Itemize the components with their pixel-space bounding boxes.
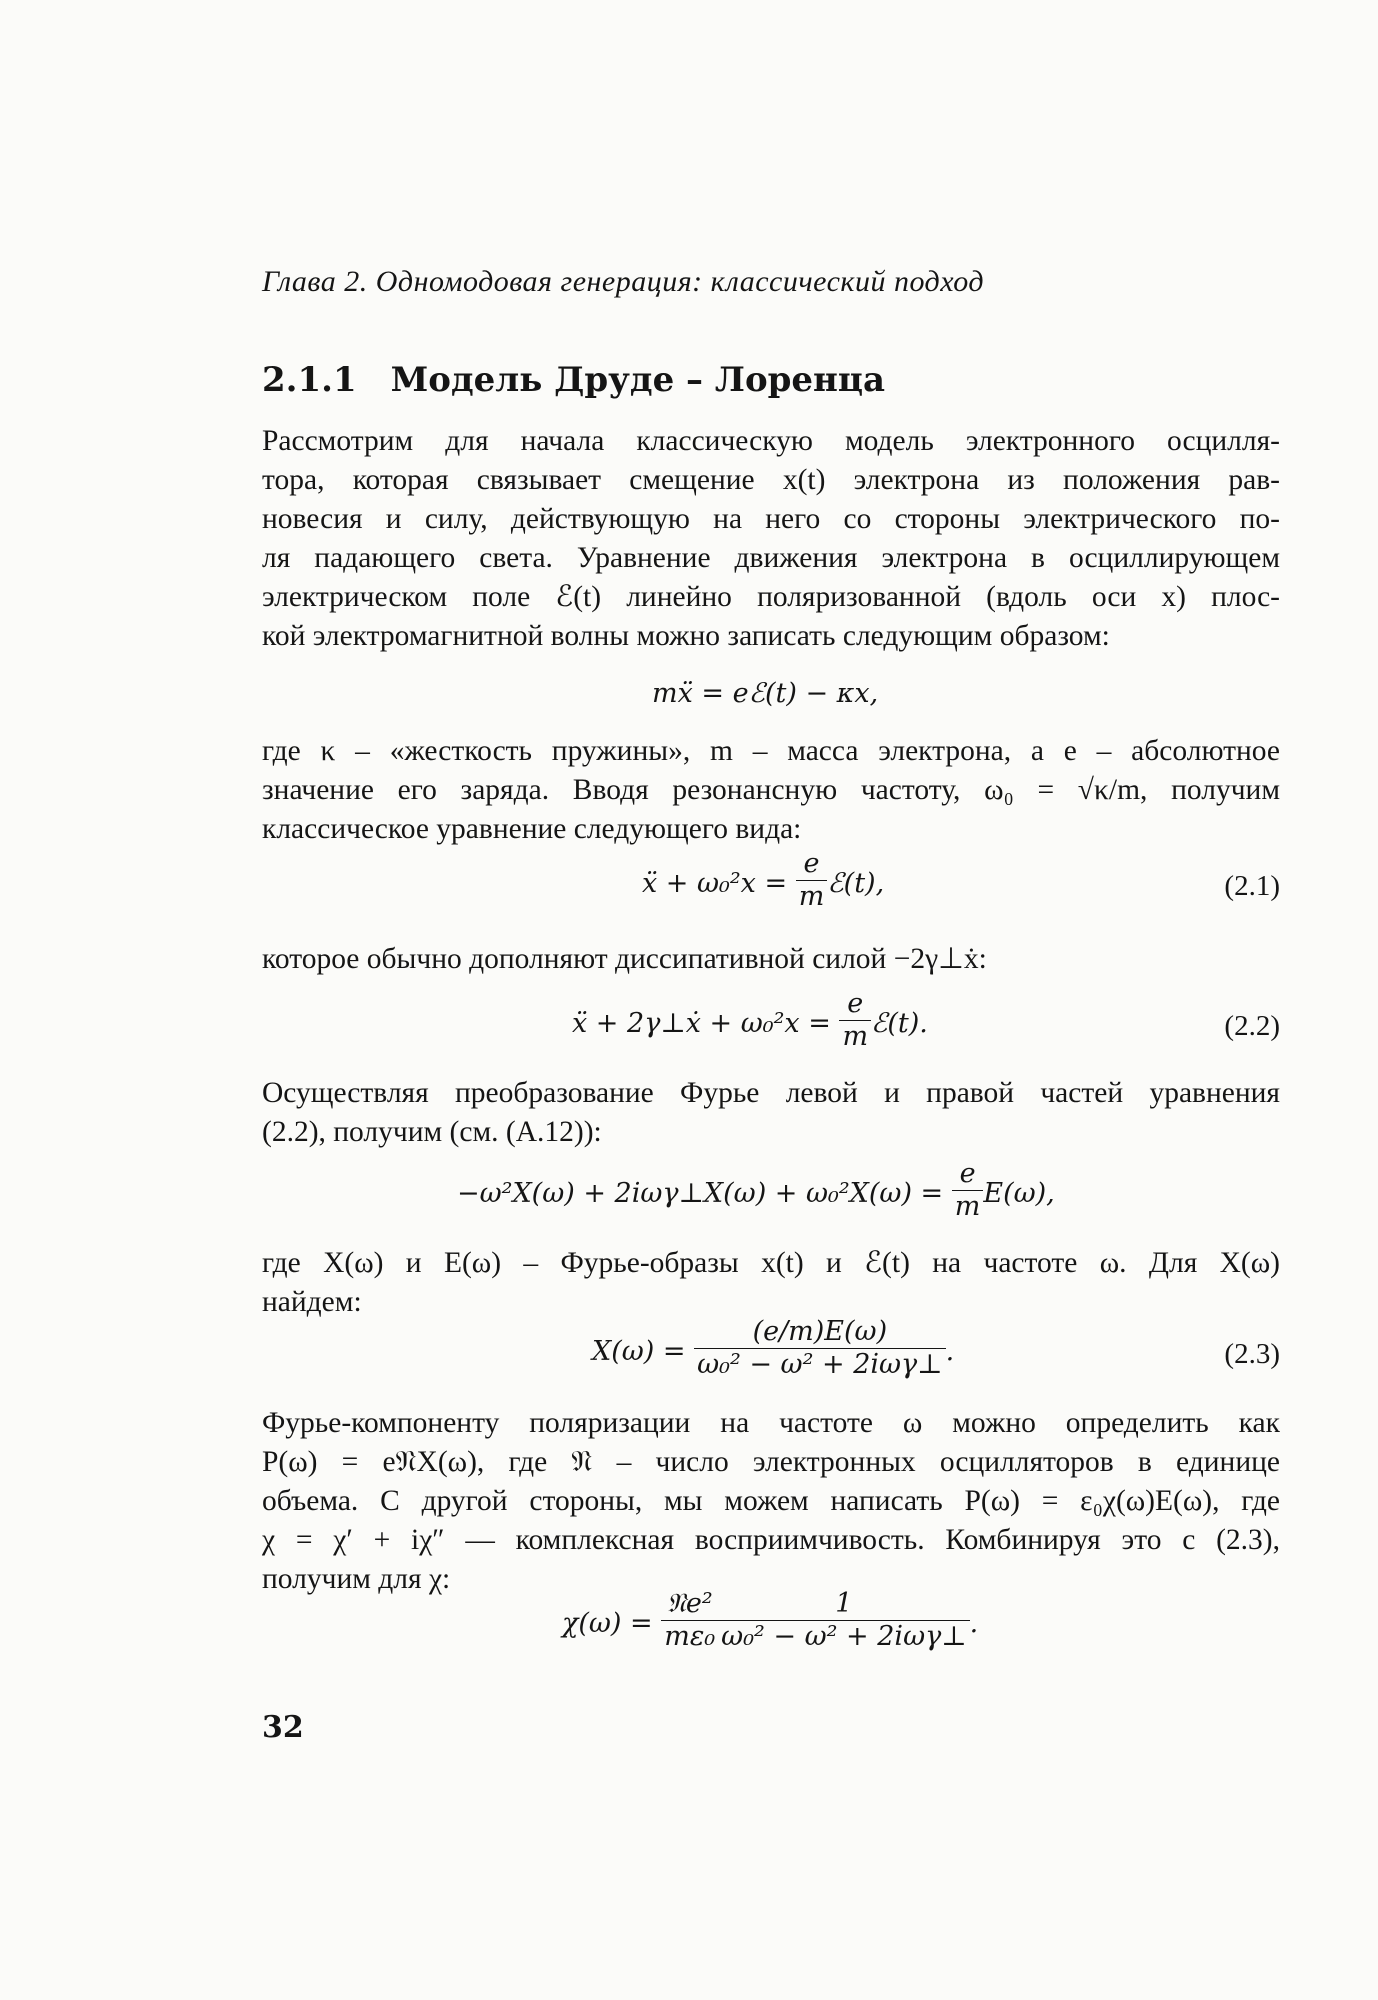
text-line: P(ω) = e𝔑X(ω), где 𝔑 – число электронных осцилляторов в единице bbox=[262, 1446, 1280, 1478]
paragraph-2 bbox=[262, 732, 1280, 849]
denominator: m bbox=[954, 1191, 981, 1222]
text-line: ля падающего света. Уравнение движения электрона в осциллирующем bbox=[262, 542, 1280, 574]
equation-2-2 bbox=[262, 990, 1280, 1070]
equation-2-1 bbox=[262, 850, 1280, 930]
equation-body bbox=[592, 1316, 955, 1385]
section-heading bbox=[262, 360, 885, 400]
numerator: e bbox=[952, 1158, 984, 1191]
equation-lhs: −ω²X(ω) + 2iωγ⊥X(ω) + ω₀²X(ω) = bbox=[457, 1178, 944, 1209]
paragraph-6 bbox=[262, 1404, 1280, 1599]
paragraph-1 bbox=[262, 422, 1280, 656]
equation-rhs: . bbox=[945, 1336, 955, 1367]
equation-body bbox=[572, 988, 928, 1057]
denominator: ω₀² − ω² + 2iωγ⊥ bbox=[697, 1349, 943, 1380]
equation-body bbox=[457, 1158, 1055, 1227]
text-line: кой электромагнитной волны можно записать следующим образом: bbox=[262, 620, 1110, 652]
text-line: электрическом поле ℰ(t) линейно поляризованной (вдоль оси x) плос- bbox=[262, 581, 1280, 613]
text-line: объема. С другой стороны, мы можем написать P(ω) = ε₀χ(ω)E(ω), где bbox=[262, 1485, 1280, 1517]
text-line: тора, которая связывает смещение x(t) электрона из положения рав- bbox=[262, 464, 1280, 496]
numerator: 1 bbox=[718, 1588, 969, 1621]
text-line: найдем: bbox=[262, 1286, 362, 1318]
text-line: получим для χ: bbox=[262, 1563, 451, 1595]
numerator: e bbox=[796, 848, 828, 881]
fraction bbox=[661, 1588, 718, 1653]
text-line: Осуществляя преобразование Фурье левой и правой частей уравнения bbox=[262, 1077, 1280, 1109]
fraction bbox=[718, 1588, 969, 1653]
denominator: ω₀² − ω² + 2iωγ⊥ bbox=[721, 1621, 967, 1652]
equation-fourier bbox=[262, 1160, 1280, 1240]
equation-number: (2.3) bbox=[1224, 1338, 1280, 1370]
numerator: 𝔑e² bbox=[661, 1588, 718, 1621]
equation-number: (2.1) bbox=[1224, 870, 1280, 902]
equation-body bbox=[642, 848, 885, 917]
paragraph-5 bbox=[262, 1244, 1280, 1322]
equation-chi bbox=[262, 1590, 1280, 1680]
text-line: Рассмотрим для начала классическую модель электронного осцилля- bbox=[262, 425, 1280, 457]
section-number: 2.1.1 bbox=[262, 360, 357, 400]
denominator: mε₀ bbox=[664, 1621, 716, 1652]
paragraph-3 bbox=[262, 940, 1280, 979]
text-line: где κ – «жесткость пружины», m – масса электрона, а e – абсолютное bbox=[262, 735, 1280, 767]
text-line: новесия и силу, действующую на него со стороны электрического по- bbox=[262, 503, 1280, 535]
text-line: которое обычно дополняют диссипативной силой −2γ⊥ẋ: bbox=[262, 943, 987, 975]
equation-2-3 bbox=[262, 1318, 1280, 1398]
numerator: e bbox=[839, 988, 871, 1021]
section-title: Модель Друде – Лоренца bbox=[390, 360, 886, 400]
equation-number: (2.2) bbox=[1224, 1010, 1280, 1042]
equation-body bbox=[562, 1588, 979, 1657]
equation-rhs: . bbox=[969, 1608, 979, 1639]
paragraph-4 bbox=[262, 1074, 1280, 1152]
equation-lhs: X(ω) = bbox=[592, 1336, 686, 1367]
equation-rhs: E(ω), bbox=[983, 1178, 1055, 1209]
text-line: где X(ω) и E(ω) – Фурье-образы x(t) и ℰ(t) на частоте ω. Для X(ω) bbox=[262, 1247, 1280, 1279]
fraction bbox=[952, 1158, 984, 1223]
text-line: χ = χ′ + iχ″ — комплексная восприимчивость. Комбинируя это с (2.3), bbox=[262, 1524, 1280, 1556]
numerator: (e/m)E(ω) bbox=[694, 1316, 945, 1349]
fraction bbox=[694, 1316, 945, 1381]
equation-lhs: χ(ω) = bbox=[562, 1608, 653, 1639]
text-line: (2.2), получим (см. (A.12)): bbox=[262, 1116, 602, 1148]
denominator: m bbox=[798, 881, 825, 912]
page-number: 32 bbox=[262, 1710, 304, 1745]
equation-rhs: ℰ(t), bbox=[827, 868, 885, 899]
equation-rhs: ℰ(t). bbox=[871, 1008, 928, 1039]
text-line: значение его заряда. Вводя резонансную частоту, ω₀ = √κ/m, получим bbox=[262, 774, 1280, 806]
fraction bbox=[796, 848, 828, 913]
equation-body: mẍ = eℰ(t) − κx, bbox=[652, 678, 879, 709]
equation-motion bbox=[262, 670, 1280, 720]
equation-lhs: ẍ + ω₀²x = bbox=[642, 868, 788, 899]
running-header: Глава 2. Одномодовая генерация: классический подход bbox=[262, 265, 985, 298]
equation-lhs: ẍ + 2γ⊥ẋ + ω₀²x = bbox=[572, 1008, 831, 1039]
fraction bbox=[839, 988, 871, 1053]
text-line: Фурье-компоненту поляризации на частоте ω можно определить как bbox=[262, 1407, 1280, 1439]
text-line: классическое уравнение следующего вида: bbox=[262, 813, 802, 845]
denominator: m bbox=[842, 1021, 869, 1052]
